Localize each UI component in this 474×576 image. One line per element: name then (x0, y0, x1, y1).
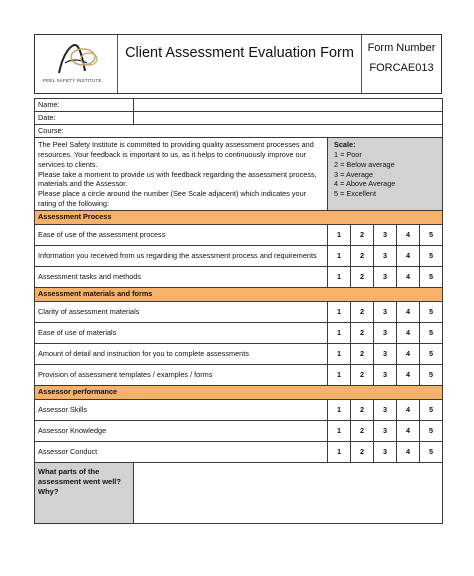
logo-icon (49, 41, 101, 79)
form-title: Client Assessment Evaluation Form (118, 35, 362, 93)
rating-option-5[interactable]: 5 (420, 224, 443, 245)
rating-row (35, 266, 443, 287)
rating-item-label: Ease of use of materials (35, 322, 328, 343)
section-title: Assessor performance (35, 385, 443, 399)
section-title: Assessment materials and forms (35, 287, 443, 301)
rating-option-3[interactable]: 3 (374, 399, 397, 420)
rating-option-3[interactable]: 3 (374, 441, 397, 462)
rating-item-label: Amount of detail and instruction for you to complete assessments (35, 343, 328, 364)
scale-item: 1 = Poor (334, 149, 362, 159)
rating-option-5[interactable]: 5 (420, 364, 443, 385)
form-number-block (362, 35, 441, 93)
rating-option-5[interactable]: 5 (420, 245, 443, 266)
rating-row (35, 364, 443, 385)
question-label: What parts of the assessment went well? Why? (35, 462, 134, 523)
course-field[interactable]: Course: (35, 125, 443, 138)
rating-item-label: Provision of assessment templates / examples / forms (35, 364, 328, 385)
section-title: Assessment Process (35, 210, 443, 224)
field-label: Date: (35, 112, 134, 125)
intro-paragraph: Please place a circle around the number (See Scale adjacent) which indicates your rating of the following: (38, 189, 307, 209)
form-header (34, 34, 442, 94)
course-row[interactable] (35, 125, 443, 138)
name-field[interactable] (134, 99, 443, 112)
intro-paragraph: Please take a moment to provide us with feedback regarding the assessment process, materials and the Assessor. (38, 169, 317, 189)
rating-item-label: Assessor Conduct (35, 441, 328, 462)
scale-item: 5 = Excellent (334, 189, 376, 199)
rating-item-label: Assessor Skills (35, 399, 328, 420)
rating-option-5[interactable]: 5 (420, 343, 443, 364)
rating-option-1[interactable]: 1 (328, 343, 351, 364)
rating-option-5[interactable]: 5 (420, 301, 443, 322)
rating-row (35, 301, 443, 322)
rating-option-4[interactable]: 4 (397, 441, 420, 462)
rating-option-1[interactable]: 1 (328, 399, 351, 420)
rating-row (35, 224, 443, 245)
rating-option-4[interactable]: 4 (397, 322, 420, 343)
rating-option-1[interactable]: 1 (328, 420, 351, 441)
rating-option-4[interactable]: 4 (397, 245, 420, 266)
rating-option-5[interactable]: 5 (420, 322, 443, 343)
rating-option-2[interactable]: 2 (351, 364, 374, 385)
rating-item-label: Information you received from us regarding the assessment process and requirements (35, 245, 328, 266)
name-row[interactable] (35, 99, 443, 112)
rating-item-label: Clarity of assessment materials (35, 301, 328, 322)
rating-option-1[interactable]: 1 (328, 301, 351, 322)
rating-option-5[interactable]: 5 (420, 399, 443, 420)
rating-option-3[interactable]: 3 (374, 343, 397, 364)
rating-option-3[interactable]: 3 (374, 322, 397, 343)
rating-option-3[interactable]: 3 (374, 224, 397, 245)
section-header-row (35, 210, 443, 224)
rating-option-4[interactable]: 4 (397, 343, 420, 364)
scale-title: Scale: (334, 140, 356, 149)
rating-option-3[interactable]: 3 (374, 364, 397, 385)
rating-option-4[interactable]: 4 (397, 266, 420, 287)
rating-option-5[interactable]: 5 (420, 266, 443, 287)
rating-option-5[interactable]: 5 (420, 441, 443, 462)
rating-option-1[interactable]: 1 (328, 441, 351, 462)
rating-option-2[interactable]: 2 (351, 266, 374, 287)
field-label: Name: (35, 99, 134, 112)
rating-item-label: Ease of use of the assessment process (35, 224, 328, 245)
scale-item: 3 = Average (334, 169, 374, 179)
rating-option-5[interactable]: 5 (420, 420, 443, 441)
intro-row (35, 138, 443, 211)
form-number-label: Form Number (367, 42, 436, 54)
rating-option-2[interactable]: 2 (351, 399, 374, 420)
logo-text: PEEL SAFETY INSTITUTE (43, 78, 102, 83)
section-header-row (35, 287, 443, 301)
intro-paragraph: The Peel Safety Institute is committed to providing quality assessment processes and resources. Your feedback is important to us, as it helps to continuously improve our services to clients. (38, 140, 314, 169)
rating-option-2[interactable]: 2 (351, 441, 374, 462)
rating-option-3[interactable]: 3 (374, 266, 397, 287)
rating-option-4[interactable]: 4 (397, 224, 420, 245)
rating-option-4[interactable]: 4 (397, 301, 420, 322)
rating-item-label: Assessor Knowledge (35, 420, 328, 441)
rating-option-3[interactable]: 3 (374, 420, 397, 441)
rating-row (35, 245, 443, 266)
rating-option-1[interactable]: 1 (328, 245, 351, 266)
date-field[interactable] (134, 112, 443, 125)
rating-option-2[interactable]: 2 (351, 224, 374, 245)
date-row[interactable] (35, 112, 443, 125)
rating-option-3[interactable]: 3 (374, 301, 397, 322)
rating-option-1[interactable]: 1 (328, 322, 351, 343)
rating-option-2[interactable]: 2 (351, 245, 374, 266)
rating-row (35, 441, 443, 462)
rating-option-2[interactable]: 2 (351, 343, 374, 364)
rating-option-2[interactable]: 2 (351, 322, 374, 343)
rating-option-3[interactable]: 3 (374, 245, 397, 266)
rating-option-1[interactable]: 1 (328, 364, 351, 385)
rating-row (35, 343, 443, 364)
rating-row (35, 322, 443, 343)
form-number-value: FORCAE013 (369, 62, 434, 74)
evaluation-table (34, 98, 443, 524)
rating-item-label: Assessment tasks and methods (35, 266, 328, 287)
scale-item: 4 = Above Average (334, 179, 396, 189)
institute-logo (35, 35, 118, 93)
scale-legend (328, 138, 443, 211)
rating-option-4[interactable]: 4 (397, 364, 420, 385)
question-row (35, 462, 443, 523)
scale-item: 2 = Below average (334, 159, 395, 169)
rating-option-4[interactable]: 4 (397, 420, 420, 441)
rating-row (35, 420, 443, 441)
rating-row (35, 399, 443, 420)
rating-option-4[interactable]: 4 (397, 399, 420, 420)
answer-field[interactable] (134, 462, 443, 523)
rating-option-2[interactable]: 2 (351, 301, 374, 322)
rating-option-1[interactable]: 1 (328, 266, 351, 287)
intro-text (35, 138, 328, 211)
rating-option-2[interactable]: 2 (351, 420, 374, 441)
section-header-row (35, 385, 443, 399)
rating-option-1[interactable]: 1 (328, 224, 351, 245)
